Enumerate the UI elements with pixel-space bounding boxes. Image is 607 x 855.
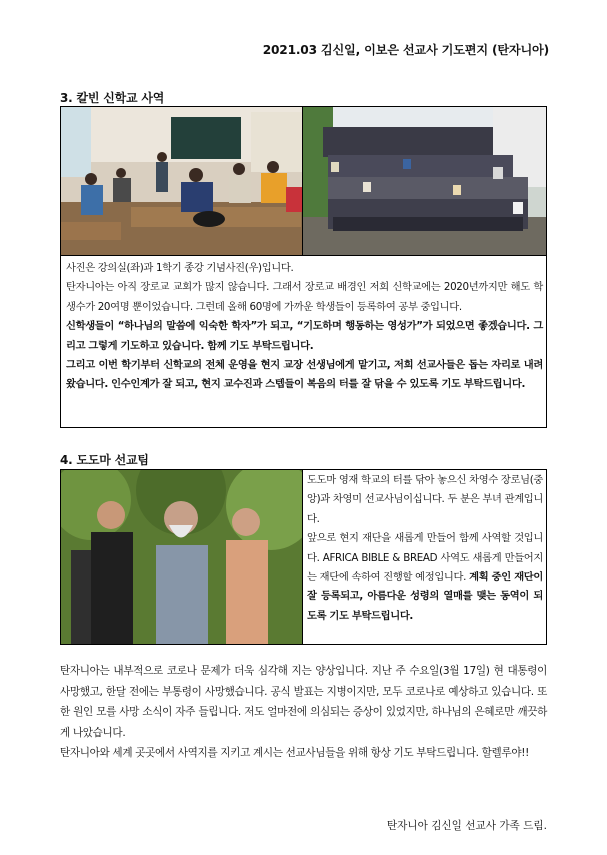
section3-prayer-request-1: 신학생들이 “하나님의 말씀에 익숙한 학자”가 되고, “기도하며 행동하는 영성가”가 되었으면 좋겠습니다. 그리고 그렇게 기도하고 있습니다. 함께 기도 부탁드립니다. <box>66 320 543 352</box>
graduation-group-photo <box>303 107 546 255</box>
section4-prayer-request: 계획 중인 재단이 잘 등록되고, 아름다운 성령의 열매를 맺는 동역이 되도록 기도 부탁드립니다. <box>307 571 543 622</box>
closing-paragraph-2: 탄자니아와 세계 곳곳에서 사역지를 지키고 계시는 선교사님들을 위해 항상 기도 부탁드립니다. 할렐루야!! <box>60 747 529 760</box>
section4-box <box>60 469 547 645</box>
classroom-photo-illustration <box>61 107 302 255</box>
section3-paragraph-1: 사진은 강의실(좌)과 1학기 종강 기념사진(우)입니다. <box>66 262 294 274</box>
letter-header-title: 2021.03 김신일, 이보은 선교사 기도편지 (탄자니아) <box>262 43 549 57</box>
classroom-photo <box>61 107 302 255</box>
section4-title: 4. 도도마 선교팀 <box>60 453 149 467</box>
section3-text <box>61 256 546 427</box>
dodoma-team-photo <box>61 470 302 644</box>
section4-text-cell <box>303 470 547 645</box>
section3-title: 3. 칼빈 신학교 사역 <box>60 91 165 105</box>
team-photo-illustration <box>61 470 302 644</box>
classroom-photo-cell <box>61 107 303 256</box>
section4-paragraph-2-text: 앞으로 현지 재단을 새롭게 만들어 함께 사역할 것입니다. AFRICA BIBLE & BREAD 사역도 새롭게 만들어지는 재단에 속하여 진행할 예정입니다. <box>307 532 543 584</box>
section3-text-cell <box>61 256 547 428</box>
signature: 탄자니아 김신일 선교사 가족 드림. <box>386 820 547 832</box>
section3-box <box>60 106 547 428</box>
section3-prayer-request-2: 그리고 이번 학기부터 신학교의 전체 운영을 현지 교장 선생님에게 맡기고, 저희 선교사들은 돕는 자리로 내려왔습니다. 인수인계가 잘 되고, 현지 교수진과 스텝들이 복음의 터를 잘 닦을 수 있도록 기도 부탁드립니다. <box>66 359 543 391</box>
section3-paragraph-2: 탄자니아는 아직 장로교 교회가 많지 않습니다. 그래서 장로교 배경인 저희 신학교에는 2020년까지만 해도 학생수가 20여명 뿐이었습니다. 그런데 올해 60명에 가까운 학생들이 등록하여 공부 중입니다. <box>66 281 543 313</box>
graduation-group-photo-cell <box>303 107 547 256</box>
group-photo-illustration <box>303 107 546 255</box>
closing-text <box>60 661 547 764</box>
section4-text <box>303 470 546 626</box>
section4-paragraph-1: 도도마 영재 학교의 터를 닦아 놓으신 차영수 장로님(중앙)과 차영미 선교사님이십니다. 두 분은 부녀 관계입니다. <box>307 474 543 525</box>
closing-paragraph-1: 탄자니아는 내부적으로 코로나 문제가 더욱 심각해 지는 양상입니다. 지난 주 수요일(3월 17일) 현 대통령이 사망했고, 한달 전에는 부통령이 사망했습니다. 공식 발표는 지병이지만, 모두 코로나로 예상하고 있습니다. 또한 원인 모를 사망 소식이 자주 들립니다. 저도 얼마전에 의심되는 증상이 있었지만, 하나님의 은혜로만 깨끗하게 나았습니다. <box>60 665 547 739</box>
section4-paragraph-2 <box>307 529 543 626</box>
dodoma-team-photo-cell <box>61 470 303 645</box>
